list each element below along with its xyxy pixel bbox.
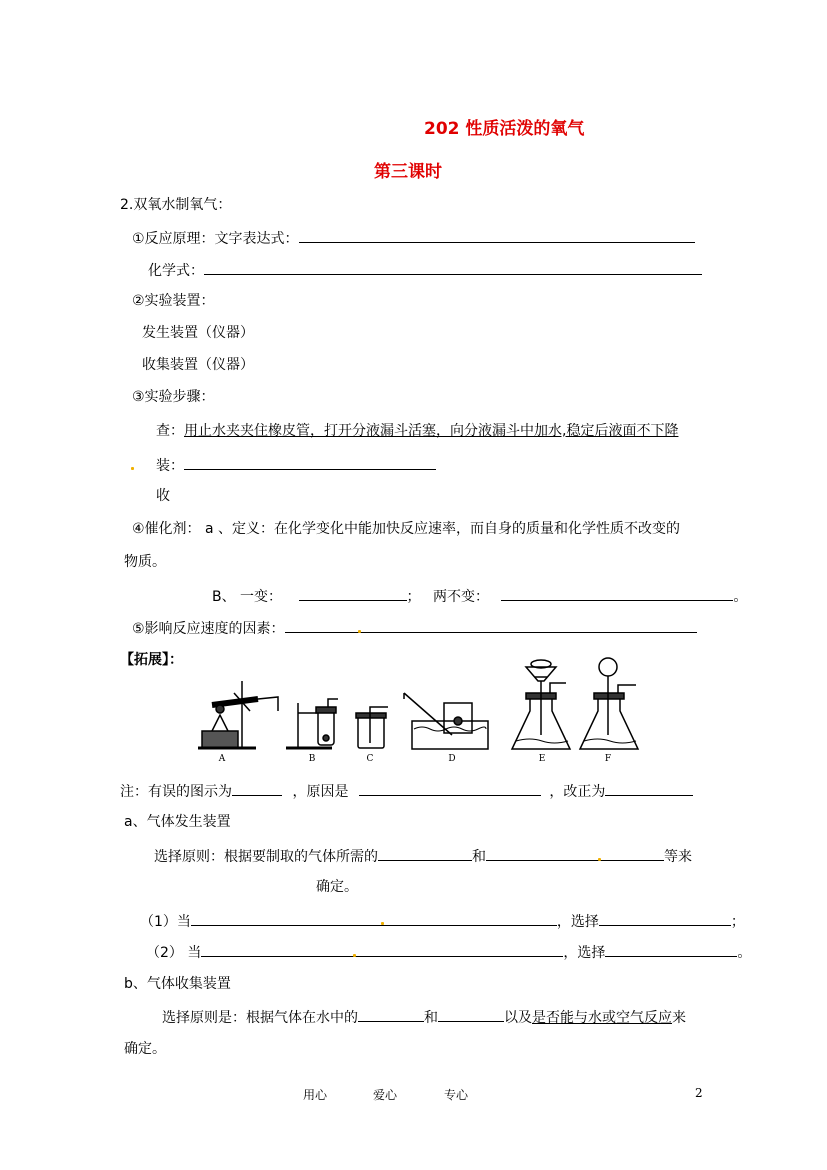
factors-blank[interactable] [285,618,697,633]
load-line [156,455,436,475]
case-1-select-label: ，选择 [556,914,599,930]
collector-heading: b、气体收集装置 [124,976,231,992]
catalyst-b-line [212,586,747,606]
collect-label: 收 [156,488,170,504]
apparatus-d [404,693,488,749]
figure-label-c: C [366,754,374,764]
footer-motto-3: 专心 [444,1088,469,1102]
case-2-prefix: （2） 当 [146,945,202,961]
generator-label: 发生装置（仪器） [142,325,254,341]
collector-principle-prefix: 选择原则是：根据气体在水中的 [162,1010,358,1026]
formula-label: 化学式： [148,263,204,279]
catalyst-definition: ④催化剂： a 、定义：在化学变化中能加快反应速率，而自身的质量和化学性质不改变的 [132,521,681,537]
case-1-prefix: （1）当 [140,914,191,930]
generator-principle [154,846,692,866]
stray-mark [381,922,384,925]
stray-mark [353,954,356,957]
collector-blank-1[interactable] [358,1007,424,1022]
case-2-select-label: ，选择 [563,945,606,961]
apparatus-e [512,660,570,749]
check-label: 查： [156,423,184,439]
case-2-condition-blank[interactable] [201,942,563,957]
figure-label-b: B [308,754,316,764]
note-prefix: 注：有误的图示为 [120,784,232,800]
apparatus-c [356,707,388,748]
principle-line [132,228,695,248]
page-title: 202 性质活泼的氧气 [424,119,585,139]
semicolon: ； [730,914,745,930]
generator-blank-1[interactable] [378,846,472,861]
collector-blank-2[interactable] [438,1007,504,1022]
two-unchanged-blank[interactable] [501,586,733,601]
principle-label: ①反应原理：文字表达式： [132,231,299,247]
apparatus-b [286,699,338,748]
collector-confirm: 确定。 [124,1041,166,1057]
case-2 [146,942,751,962]
note-reason-label: ，原因是 [292,784,349,800]
note-line [120,781,693,801]
section-heading: 2.双氧水制氧气： [120,197,232,213]
apparatus-figure [190,653,640,765]
page-subtitle: 第三课时 [374,162,442,182]
separator: ； [406,589,421,605]
case-1-condition-blank[interactable] [191,911,557,926]
fix-blank[interactable] [605,781,693,796]
page-number: 2 [695,1086,703,1100]
case-2-choice-blank[interactable] [605,942,737,957]
wrong-figure-blank[interactable] [232,781,282,796]
two-unchanged-label: 两不变： [432,589,489,605]
footer-motto-2: 爱心 [373,1088,398,1102]
etc-label: 等来 [664,849,692,865]
load-label: 装： [156,458,184,474]
period: 。 [733,589,748,605]
reason-blank[interactable] [359,781,541,796]
and-label: 和 [472,849,486,865]
case-1-choice-blank[interactable] [599,911,731,926]
stray-mark [358,630,361,633]
apparatus-f [580,658,638,749]
collector-principle [162,1007,686,1027]
to-label: 来 [672,1010,686,1026]
one-change-blank[interactable] [299,586,407,601]
generator-heading: a、气体发生装置 [124,814,231,830]
steps-label: ③实验步骤： [132,389,215,405]
figure-label-a: A [218,754,226,764]
principle-blank[interactable] [299,228,695,243]
figure-label-e: E [538,754,546,764]
factors-line [132,618,697,638]
as-well-as-label: 以及 [504,1010,532,1026]
stray-mark [598,858,601,861]
apparatus-label: ②实验装置： [132,293,215,309]
formula-line [148,260,702,280]
generator-confirm: 确定。 [316,879,358,895]
formula-blank[interactable] [204,260,702,275]
extension-heading: 【拓展】： [120,652,183,668]
and-label: 和 [424,1010,438,1026]
factors-label: ⑤影响反应速度的因素： [132,621,285,637]
figure-label-f: F [604,754,612,764]
period: 。 [737,945,752,961]
apparatus-a [198,681,278,748]
load-blank[interactable] [184,455,436,470]
check-text: 用止水夹夹住橡皮管，打开分液漏斗活塞，向分液漏斗中加水,稳定后液面不下降 [184,423,679,439]
case-1 [140,911,745,931]
catalyst-definition-cont: 物质。 [124,554,166,570]
stray-mark [131,467,134,470]
reactivity-criterion: 是否能与水或空气反应 [532,1010,672,1026]
note-fix-label: ，改正为 [549,784,606,800]
figure-label-d: D [448,754,456,764]
collector-label: 收集装置（仪器） [142,357,254,373]
generator-blank-2[interactable] [486,846,664,861]
one-change-label: B、 一变： [212,589,283,605]
footer-motto-1: 用心 [303,1088,328,1102]
check-line [156,422,678,440]
generator-principle-prefix: 选择原则：根据要制取的气体所需的 [154,849,378,865]
